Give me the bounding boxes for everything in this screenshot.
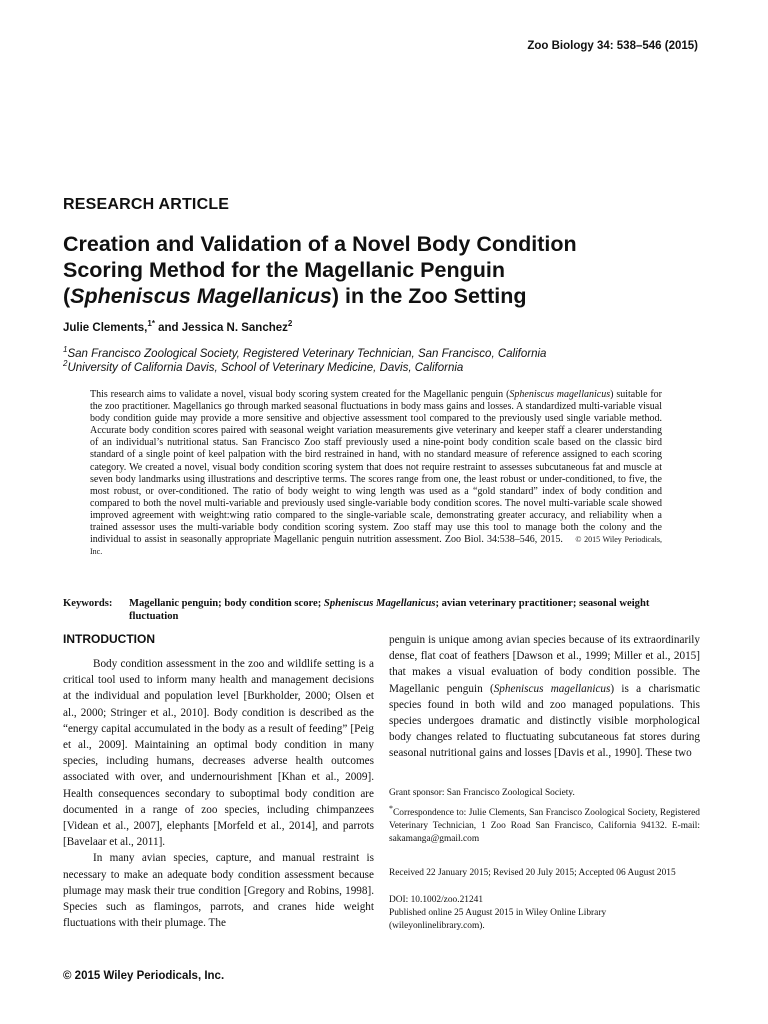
col2-species-italic: Spheniscus magellanicus xyxy=(493,682,611,695)
published-online: Published online 25 August 2015 in Wiley Online Library (wileyonlinelibrary.com). xyxy=(389,908,607,931)
affiliation-1 xyxy=(63,347,546,361)
footnote-divider xyxy=(389,778,700,779)
keywords xyxy=(63,597,703,623)
affiliation-2-text: University of California Davis, School of Veterinary Medicine, Davis, California xyxy=(67,362,464,374)
doi: DOI: 10.1002/zoo.21241 xyxy=(389,895,484,905)
doi-block xyxy=(389,894,700,933)
article-type: RESEARCH ARTICLE xyxy=(63,196,230,213)
body-column-right xyxy=(389,632,700,762)
section-heading-introduction: INTRODUCTION xyxy=(63,632,155,646)
paper-title xyxy=(63,231,713,309)
correspondence-text: Correspondence to: Julie Clements, San Francisco Zoological Society, Registered Veterinary Technician, 1 Zoo Road San Francisco, California 94132. E-mail: sakamanga@gmail.com xyxy=(389,808,700,844)
affiliation-2-marker: 2 xyxy=(63,359,68,369)
grant-footnote: Grant sponsor: San Francisco Zoological Society. xyxy=(389,788,575,798)
abstract-species-italic: Spheniscus magellanicus xyxy=(509,389,611,400)
abstract-text-2: ) suitable for the zoo practitioner. Magellanics go through marked seasonal fluctuations in body mass gains and losses. A standardized multi-variable visual body condition guide may provide a more sensitive and objective assessment tool compared to the previously used single variable method. Accurate body condition scores paired with seasonal weight variation measurements give veterinary and keeper staff a clearer understanding of an individual’s nutritional status. San Francisco Zoo staff previously used a nine-point body condition scale based on the classic bird standard of a single point of keel palpation with the bird restrained in hand, with no standard measure of reference assigned to each scoring category. We created a novel, visual body condition scoring system that does not require restraint to assesses subcutaneous fat and muscle at seven body landmarks using illustrations and descriptive terms. The scores range from one, the least robust or under-conditioned, to five, the most robust, or over-conditioned. The ratio of body weight to wing length was used as a “gold standard” index of body condition and compared to both the novel multi-variable and previously used single-variable body condition scores. The novel multi-variable scale showed improved agreement with weight:wing ratio compared to the single-variable scale, demonstrating greater accuracy, and reliability when a trained assessor uses the multi-variable body condition scoring system. Zoo staff may use this tool to manage both the colony and the individual to assist in seasonally appropriate Magellanic penguin nutrition assessment. Zoo Biol. 34:538–546, 2015. xyxy=(90,389,662,546)
col2-text-1: penguin is unique among avian species because of its extraordinarily dense, flat coat of feathers [Dawson et al., 1999; Miller et al., 2015] that makes a visual evaluation of body condition possible. The Magellanic penguin ( xyxy=(389,634,700,695)
intro-paragraph-3 xyxy=(389,632,700,762)
title-species-italic: Spheniscus Magellanicus xyxy=(70,284,332,308)
body-column-left xyxy=(63,656,374,931)
submission-dates: Received 22 January 2015; Revised 20 July 2015; Accepted 06 August 2015 xyxy=(389,868,676,878)
correspondence-footnote xyxy=(389,803,700,846)
footer-copyright: © 2015 Wiley Periodicals, Inc. xyxy=(63,970,225,982)
correspondence-marker: * xyxy=(389,803,393,813)
keywords-label: Keywords: xyxy=(63,598,113,609)
affiliation-2 xyxy=(63,361,546,375)
author-2: and Jessica N. Sanchez xyxy=(154,322,288,334)
keywords-part-2: ; avian veterinary practitioner; seasonal weight fluctuation xyxy=(129,598,650,622)
abstract-text-1: This research aims to validate a novel, visual body scoring system created for the Magellanic penguin ( xyxy=(90,389,510,400)
title-line-1: Creation and Validation of a Novel Body Condition xyxy=(63,232,577,256)
author-list xyxy=(63,319,293,334)
author-1: Julie Clements, xyxy=(63,322,148,334)
abstract-copyright: © 2015 Wiley Periodicals, Inc. xyxy=(90,535,662,557)
affiliations xyxy=(63,347,546,375)
affiliation-1-text: San Francisco Zoological Society, Registered Veterinary Technician, San Francisco, California xyxy=(67,348,547,360)
keywords-part-1: Magellanic penguin; body condition score; xyxy=(129,598,324,609)
keywords-text xyxy=(129,597,701,623)
journal-citation: Zoo Biology 34: 538–546 (2015) xyxy=(527,40,698,52)
title-line-2: Scoring Method for the Magellanic Penguin xyxy=(63,258,505,282)
affiliation-1-marker: 1 xyxy=(63,345,68,355)
title-line-3-rest: ) in the Zoo Setting xyxy=(331,284,527,308)
title-paren-open: ( xyxy=(63,284,71,308)
keywords-species-italic: Spheniscus Magellanicus xyxy=(323,598,436,609)
abstract xyxy=(90,389,662,558)
col2-text-2: ) is a charismatic species found in both wild and zoo managed populations. This species undergoes dramatic and distinctly visible morphological body changes related to fluctuating subcutaneous fat stores during seasonal nutritional gains and losses [Davis et al., 1990]. These two xyxy=(389,682,701,760)
author-2-marker: 2 xyxy=(287,319,293,329)
author-1-marker: 1* xyxy=(147,319,155,329)
intro-paragraph-2: In many avian species, capture, and manual restraint is necessary to make an adequate body condition assessment because plumage may mask their true condition [Gregory and Robins, 1998]. Species such as flamingos, parrots, and cranes hide weight fluctuations with their plumage. The xyxy=(63,852,374,930)
intro-paragraph-1: Body condition assessment in the zoo and wildlife setting is a critical tool used to inform many health and management decisions at the individual and population level [Burkholder, 2000; Olsen et al., 2000; Stringer et al., 2010]. Body condition is described as the “energy capital accumulated in the body as a result of feeding” [Peig et al., 2009]. Maintaining an optimal body condition in many species, including humans, decreases adverse health outcomes associated with over, and undernourishment [Khan et al., 2009]. Health consequences secondary to suboptimal body condition are documented in a range of zoo species, including chimpanzees [Videan et al., 2007], elephants [Morfeld et al., 2014], and parrots [Bavelaar et al., 2011]. xyxy=(63,658,374,849)
